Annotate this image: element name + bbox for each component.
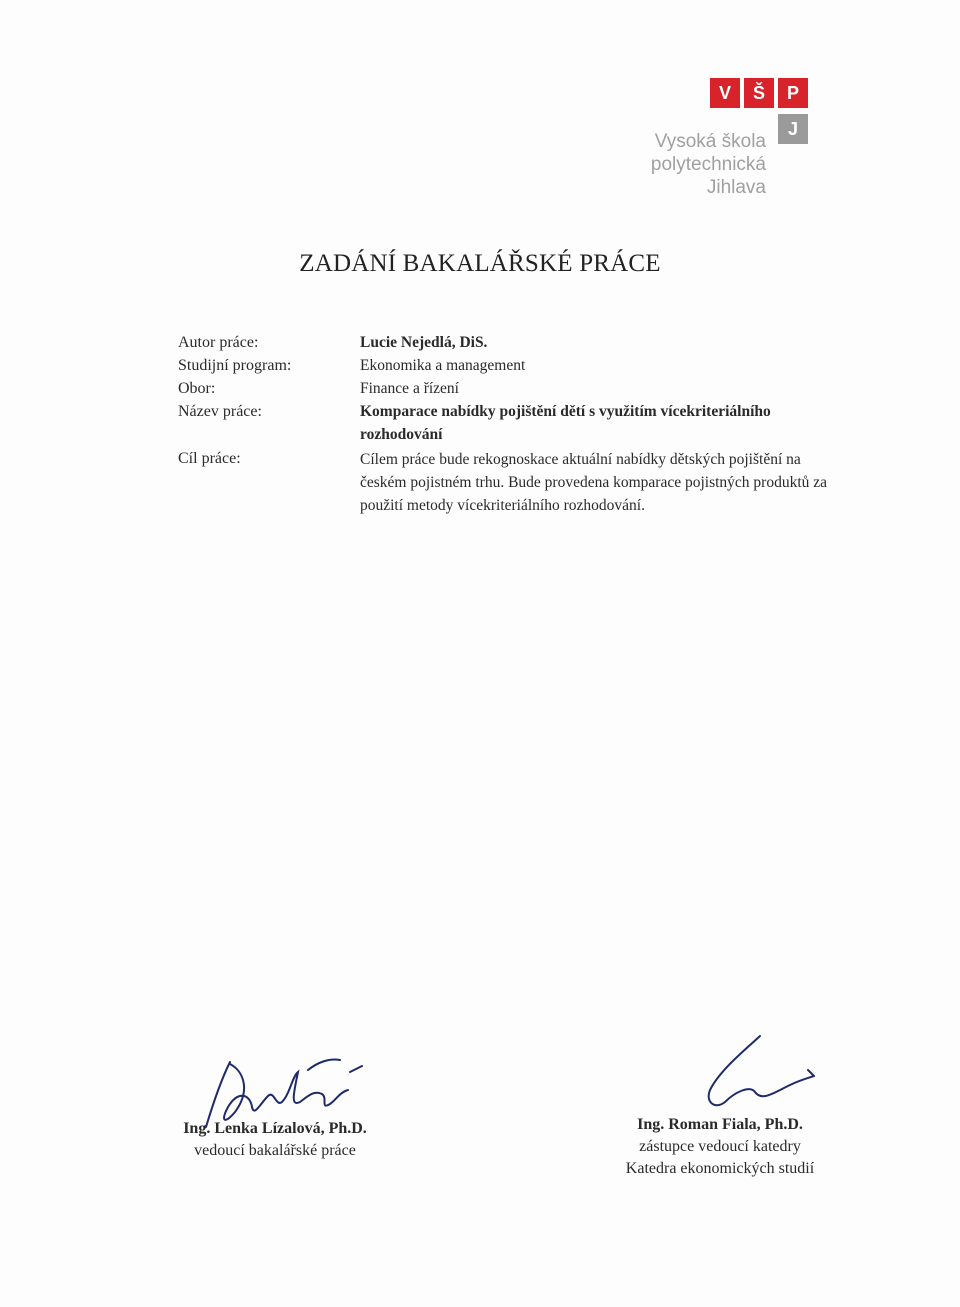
author-value: Lucie Nejedlá, DiS. [360, 334, 488, 351]
field-label: Obor: [178, 380, 216, 397]
document-title: ZADÁNÍ BAKALÁŘSKÉ PRÁCE [299, 250, 661, 277]
thesis-name-line2: rozhodování [360, 426, 443, 443]
logo-line-3: Jihlava [706, 177, 766, 198]
logo-line-1: Vysoká škola [654, 131, 766, 152]
vsp-logo [558, 78, 808, 208]
right-signatory-department: Katedra ekonomických studií [625, 1160, 815, 1177]
left-signature-block [160, 1118, 390, 1162]
logo-letter-v: V [710, 78, 740, 108]
logo-letter-p: P [778, 78, 808, 108]
logo-letter-row [710, 78, 808, 108]
field-value: Finance a řízení [360, 380, 459, 397]
goal-value: Cílem práce bude rekognoskace aktuální nabídky dětských pojištění na českém pojistném trhu. Bude provedena komparace pojistných produktů za použití metody vícekriteriálního rozhodování. [360, 451, 828, 514]
right-signature-block [600, 1114, 840, 1180]
program-label: Studijní program: [178, 357, 292, 374]
author-label: Autor práce: [178, 334, 259, 351]
logo-line-2: polytechnická [650, 154, 766, 175]
right-signatory-name: Ing. Roman Fiala, Ph.D. [637, 1116, 803, 1133]
goal-label: Cíl práce: [178, 450, 241, 467]
logo-letter-s: Š [744, 78, 774, 108]
logo-letter-j: J [778, 114, 808, 144]
thesis-name-line1: Komparace nabídky pojištění dětí s využitím vícekriteriálního [360, 403, 771, 420]
thesis-name-label: Název práce: [178, 403, 262, 420]
signature-fiala [690, 1030, 830, 1120]
left-signatory-role: vedoucí bakalářské práce [194, 1142, 356, 1159]
left-signatory-name: Ing. Lenka Lízalová, Ph.D. [183, 1120, 367, 1137]
right-signatory-role: zástupce vedoucí katedry [639, 1138, 801, 1155]
logo-text [651, 130, 766, 199]
program-value: Ekonomika a management [360, 357, 526, 374]
